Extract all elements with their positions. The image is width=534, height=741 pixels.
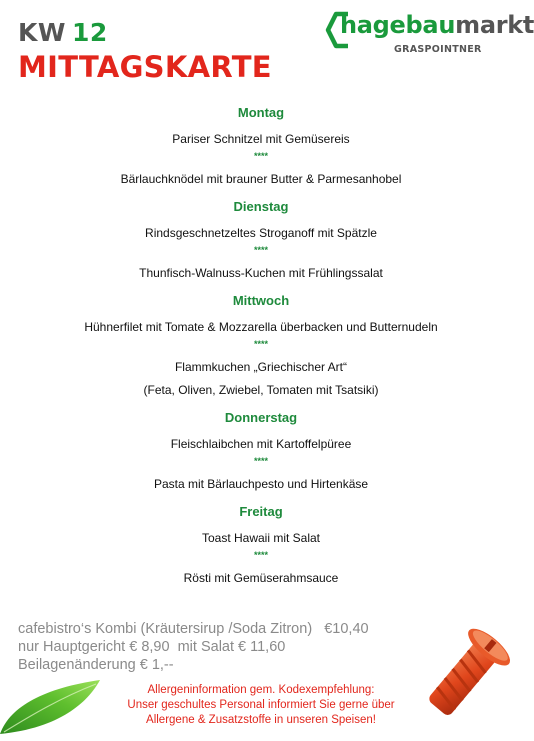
day-heading-donnerstag: Donnerstag [224, 410, 298, 425]
dish-dienstag-1: Rindsgeschnetzeltes Stroganoff mit Spätzle [145, 226, 377, 240]
day-heading-montag: Montag [237, 105, 285, 120]
separator: **** [253, 245, 268, 255]
day-heading-dienstag: Dienstag [233, 199, 289, 214]
logo-subtitle: GRASPOINTNER [394, 44, 482, 55]
dish-donnerstag-2: Pasta mit Bärlauchpesto und Hirtenkäse [153, 477, 369, 491]
week-label: KW [18, 18, 66, 47]
dish-mittwoch-1: Hühnerfilet mit Tomate & Mozzarella überbacken und Butternudeln [84, 320, 438, 334]
dish-dienstag-2: Thunfisch-Walnuss-Kuchen mit Frühlingssalat [139, 266, 383, 280]
allergen-notice [96, 683, 426, 728]
dish-freitag-1: Toast Hawaii mit Salat [201, 531, 321, 545]
allergen-line-3: Allergene & Zusatzstoffe in unseren Speisen! [146, 714, 376, 726]
leaf-icon [0, 676, 105, 736]
dish-mittwoch-2: Flammkuchen „Griechischer Art“ [174, 360, 348, 374]
day-heading-mittwoch: Mittwoch [232, 293, 290, 308]
week-number: 12 [71, 18, 108, 47]
dish-montag-1: Pariser Schnitzel mit Gemüsereis [172, 132, 350, 146]
logo-brand-part1: hagebau [340, 11, 456, 39]
hagebau-logo [326, 8, 534, 68]
separator: **** [253, 456, 268, 466]
allergen-line-1: Allergeninformation gem. Kodexempfehlung: [147, 684, 375, 696]
page-title: MITTAGSKARTE [18, 50, 272, 84]
weekly-menu [0, 100, 522, 585]
allergen-line-2: Unser geschultes Personal informiert Sie gerne über [127, 699, 395, 711]
day-heading-freitag: Freitag [239, 504, 283, 519]
price-line-side-change: Beilagenänderung € 1,-- [18, 657, 174, 673]
week-heading [18, 18, 108, 47]
price-line-main: nur Hauptgericht € 8,90 mit Salat € 11,60 [18, 639, 286, 655]
price-line-combo: cafebistro‘s Kombi (Kräutersirup /Soda Zitron) €10,40 [18, 621, 369, 637]
dish-freitag-2: Rösti mit Gemüserahmsauce [183, 571, 339, 585]
dish-donnerstag-1: Fleischlaibchen mit Kartoffelpüree [170, 437, 352, 451]
logo-wordmark [340, 11, 534, 39]
separator: **** [253, 151, 268, 161]
separator: **** [253, 339, 268, 349]
dish-mittwoch-2-detail: (Feta, Oliven, Zwiebel, Tomaten mit Tsatsiki) [143, 383, 379, 397]
dish-montag-2: Bärlauchknödel mit brauner Butter & Parmesanhobel [120, 172, 402, 186]
separator: **** [253, 550, 268, 560]
screw-icon [414, 622, 514, 732]
price-info [18, 620, 369, 674]
logo-brand-part2: markt [455, 11, 534, 39]
